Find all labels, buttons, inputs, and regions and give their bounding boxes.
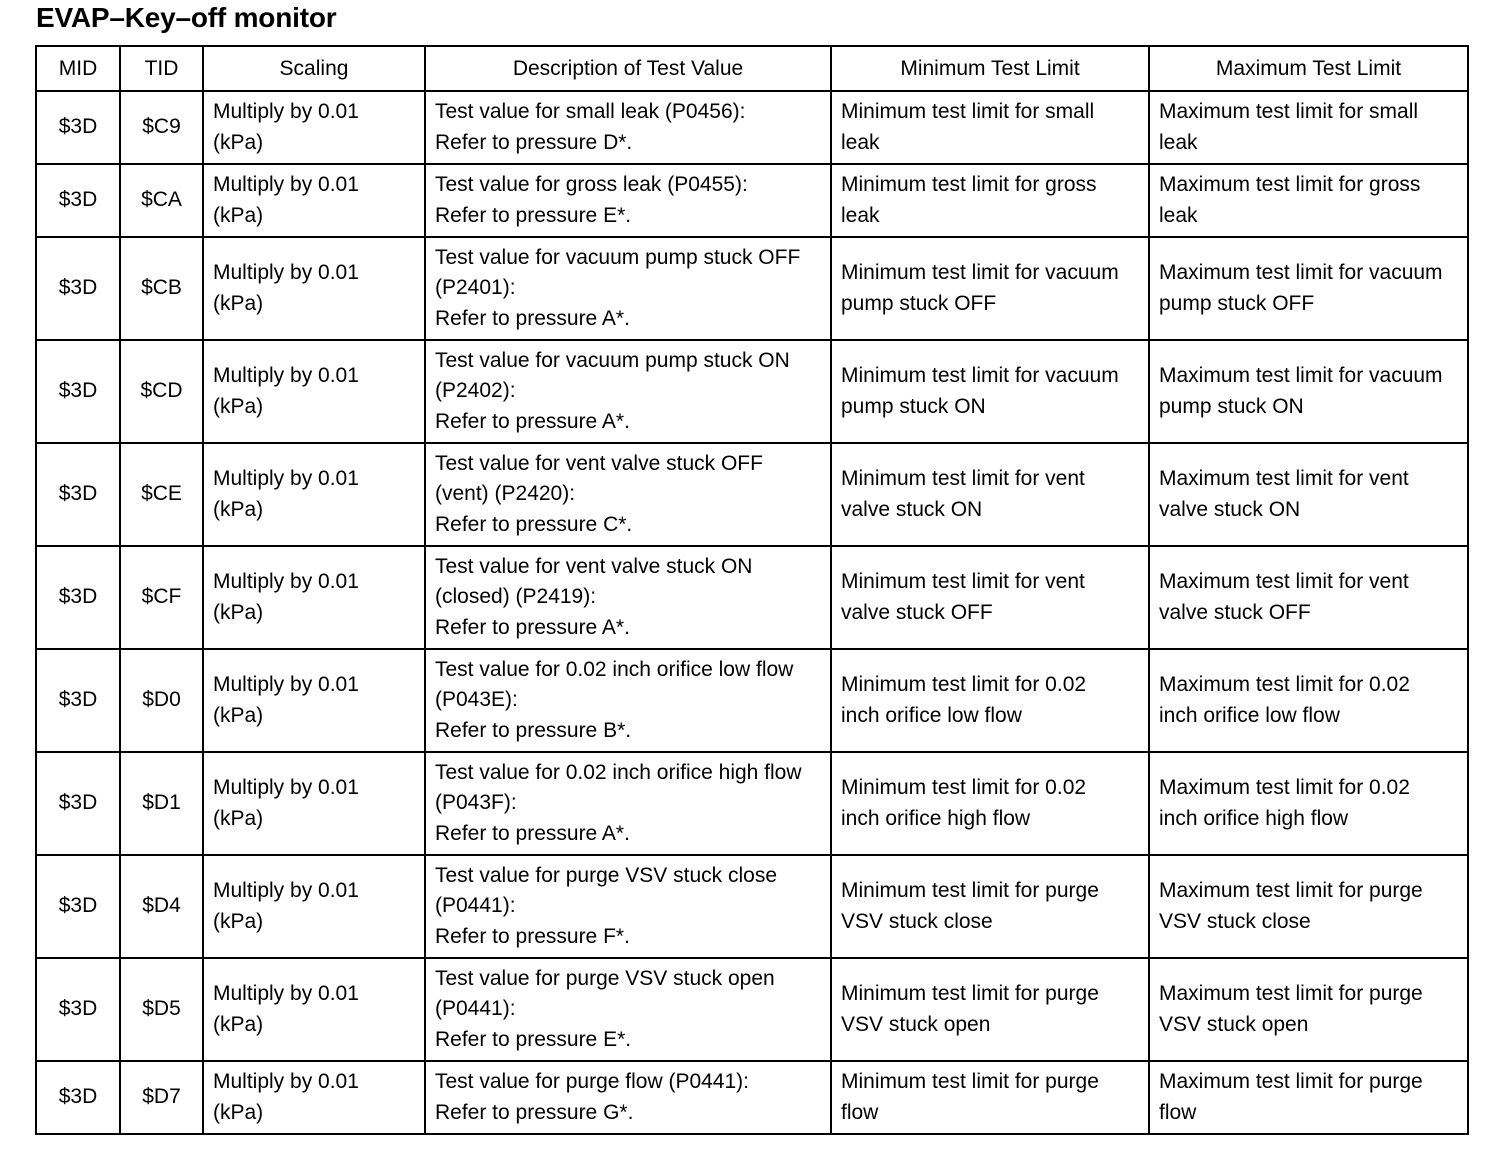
cell-scaling-line: (kPa) bbox=[213, 497, 264, 521]
cell-description bbox=[425, 958, 831, 1061]
header-maximum-limit: Maximum Test Limit bbox=[1149, 46, 1468, 91]
cell-scaling-line: (kPa) bbox=[213, 600, 264, 624]
cell-description bbox=[425, 546, 831, 649]
cell-minimum-limit-line: Minimum test limit for 0.02 bbox=[841, 673, 1087, 696]
cell-minimum-limit bbox=[831, 752, 1149, 855]
cell-maximum-limit-line: Maximum test limit for purge bbox=[1159, 879, 1423, 902]
header-minimum-limit: Minimum Test Limit bbox=[831, 46, 1149, 91]
cell-scaling-line: Multiply by 0.01 bbox=[213, 879, 359, 902]
table-row bbox=[36, 1061, 1468, 1134]
cell-description-line: Test value for vacuum pump stuck OFF bbox=[435, 245, 801, 269]
cell-minimum-limit-line: Minimum test limit for 0.02 bbox=[841, 776, 1087, 799]
cell-scaling-line: (kPa) bbox=[213, 394, 264, 418]
cell-description-line: (P2401): bbox=[435, 276, 516, 300]
cell-minimum-limit bbox=[831, 1061, 1149, 1134]
cell-maximum-limit-line: inch orifice high flow bbox=[1159, 806, 1349, 830]
cell-scaling bbox=[203, 340, 425, 443]
cell-maximum-limit-line: flow bbox=[1159, 1100, 1197, 1124]
cell-minimum-limit bbox=[831, 164, 1149, 237]
cell-scaling bbox=[203, 237, 425, 340]
cell-description-line: (P0441): bbox=[435, 894, 516, 918]
cell-scaling-line: (kPa) bbox=[213, 291, 264, 315]
cell-minimum-limit-line: Minimum test limit for vent bbox=[841, 467, 1085, 490]
cell-tid: $D0 bbox=[120, 649, 203, 752]
cell-tid: $CE bbox=[120, 443, 203, 546]
cell-minimum-limit-line: leak bbox=[841, 130, 880, 154]
cell-minimum-limit-line: pump stuck OFF bbox=[841, 291, 997, 315]
cell-tid: $D5 bbox=[120, 958, 203, 1061]
cell-minimum-limit-line: VSV stuck open bbox=[841, 1012, 991, 1036]
cell-scaling-line: (kPa) bbox=[213, 703, 264, 727]
cell-mid: $3D bbox=[36, 1061, 120, 1134]
cell-scaling-line: (kPa) bbox=[213, 806, 264, 830]
table-row bbox=[36, 649, 1468, 752]
cell-tid: $CB bbox=[120, 237, 203, 340]
cell-minimum-limit bbox=[831, 546, 1149, 649]
cell-mid: $3D bbox=[36, 546, 120, 649]
cell-maximum-limit bbox=[1149, 958, 1468, 1061]
cell-description-line: Test value for vent valve stuck OFF bbox=[435, 451, 763, 475]
cell-minimum-limit bbox=[831, 958, 1149, 1061]
cell-minimum-limit bbox=[831, 340, 1149, 443]
cell-minimum-limit-line: Minimum test limit for small bbox=[841, 100, 1095, 123]
cell-maximum-limit-line: Maximum test limit for 0.02 bbox=[1159, 776, 1410, 799]
cell-scaling-line: Multiply by 0.01 bbox=[213, 467, 359, 490]
cell-maximum-limit-line: Maximum test limit for 0.02 bbox=[1159, 673, 1410, 696]
cell-description-line: Test value for vacuum pump stuck ON bbox=[435, 348, 790, 372]
page-title: EVAP–Key–off monitor bbox=[36, 2, 337, 33]
cell-description-line: Refer to pressure G*. bbox=[435, 1100, 634, 1124]
table-row bbox=[36, 752, 1468, 855]
cell-maximum-limit-line: Maximum test limit for vacuum bbox=[1159, 364, 1443, 387]
cell-maximum-limit bbox=[1149, 340, 1468, 443]
cell-scaling bbox=[203, 752, 425, 855]
cell-maximum-limit bbox=[1149, 752, 1468, 855]
cell-maximum-limit bbox=[1149, 1061, 1468, 1134]
cell-maximum-limit bbox=[1149, 443, 1468, 546]
cell-tid: $D7 bbox=[120, 1061, 203, 1134]
cell-minimum-limit bbox=[831, 855, 1149, 958]
cell-mid: $3D bbox=[36, 164, 120, 237]
cell-description-line: Refer to pressure A*. bbox=[435, 821, 630, 845]
cell-maximum-limit-line: Maximum test limit for vent bbox=[1159, 467, 1409, 490]
cell-minimum-limit-line: valve stuck ON bbox=[841, 497, 983, 521]
cell-maximum-limit-line: VSV stuck open bbox=[1159, 1012, 1309, 1036]
table-row bbox=[36, 546, 1468, 649]
cell-description-line: Test value for small leak (P0456): bbox=[435, 100, 746, 123]
cell-mid: $3D bbox=[36, 443, 120, 546]
cell-tid: $D1 bbox=[120, 752, 203, 855]
evap-monitor-table bbox=[35, 45, 1469, 1135]
cell-description bbox=[425, 855, 831, 958]
cell-description-line: Test value for purge VSV stuck open bbox=[435, 966, 775, 990]
cell-mid: $3D bbox=[36, 649, 120, 752]
cell-maximum-limit-line: pump stuck OFF bbox=[1159, 291, 1315, 315]
cell-description bbox=[425, 443, 831, 546]
cell-description-line: (vent) (P2420): bbox=[435, 482, 576, 506]
cell-minimum-limit-line: pump stuck ON bbox=[841, 394, 986, 418]
cell-scaling-line: (kPa) bbox=[213, 130, 264, 154]
cell-scaling-line: Multiply by 0.01 bbox=[213, 982, 359, 1005]
cell-tid: $CA bbox=[120, 164, 203, 237]
cell-description bbox=[425, 91, 831, 164]
cell-scaling-line: Multiply by 0.01 bbox=[213, 1070, 359, 1093]
table-header-row bbox=[36, 46, 1468, 91]
table-body bbox=[36, 91, 1468, 1134]
cell-description-line: Refer to pressure D*. bbox=[435, 130, 633, 154]
cell-description-line: Test value for 0.02 inch orifice low flow bbox=[435, 657, 794, 681]
cell-maximum-limit-line: Maximum test limit for vacuum bbox=[1159, 261, 1443, 284]
cell-description-line: Refer to pressure C*. bbox=[435, 512, 633, 536]
cell-description-line: Refer to pressure E*. bbox=[435, 203, 632, 227]
table-row bbox=[36, 164, 1468, 237]
cell-description-line: Test value for vent valve stuck ON bbox=[435, 554, 753, 578]
cell-scaling bbox=[203, 1061, 425, 1134]
cell-description-line: Refer to pressure E*. bbox=[435, 1027, 632, 1051]
cell-minimum-limit-line: flow bbox=[841, 1100, 879, 1124]
cell-minimum-limit-line: Minimum test limit for vacuum bbox=[841, 261, 1119, 284]
cell-scaling-line: (kPa) bbox=[213, 1100, 264, 1124]
cell-maximum-limit bbox=[1149, 649, 1468, 752]
cell-scaling-line: Multiply by 0.01 bbox=[213, 570, 359, 593]
cell-maximum-limit-line: VSV stuck close bbox=[1159, 909, 1311, 933]
cell-maximum-limit bbox=[1149, 164, 1468, 237]
cell-description bbox=[425, 237, 831, 340]
cell-tid: $D4 bbox=[120, 855, 203, 958]
cell-description-line: Test value for gross leak (P0455): bbox=[435, 173, 748, 196]
cell-tid: $C9 bbox=[120, 91, 203, 164]
cell-maximum-limit bbox=[1149, 237, 1468, 340]
header-description: Description of Test Value bbox=[425, 46, 831, 91]
cell-minimum-limit-line: VSV stuck close bbox=[841, 909, 993, 933]
cell-description-line: Test value for 0.02 inch orifice high flow bbox=[435, 760, 802, 784]
cell-description-line: Refer to pressure A*. bbox=[435, 615, 630, 639]
cell-tid: $CD bbox=[120, 340, 203, 443]
cell-scaling-line: Multiply by 0.01 bbox=[213, 776, 359, 799]
cell-minimum-limit bbox=[831, 237, 1149, 340]
cell-maximum-limit-line: Maximum test limit for gross bbox=[1159, 173, 1421, 196]
cell-description-line: Refer to pressure A*. bbox=[435, 409, 630, 433]
header-tid: TID bbox=[120, 46, 203, 91]
cell-scaling bbox=[203, 855, 425, 958]
cell-scaling-line: Multiply by 0.01 bbox=[213, 364, 359, 387]
cell-description-line: (P043E): bbox=[435, 688, 518, 712]
cell-description bbox=[425, 1061, 831, 1134]
cell-maximum-limit bbox=[1149, 855, 1468, 958]
cell-maximum-limit-line: valve stuck OFF bbox=[1159, 600, 1311, 624]
cell-mid: $3D bbox=[36, 855, 120, 958]
table-row bbox=[36, 237, 1468, 340]
cell-scaling bbox=[203, 649, 425, 752]
cell-maximum-limit-line: leak bbox=[1159, 203, 1198, 227]
cell-description-line: (P0441): bbox=[435, 997, 516, 1021]
cell-maximum-limit-line: Maximum test limit for purge bbox=[1159, 1070, 1423, 1093]
cell-description-line: Refer to pressure F*. bbox=[435, 924, 630, 948]
table-row bbox=[36, 91, 1468, 164]
cell-maximum-limit bbox=[1149, 91, 1468, 164]
table-row bbox=[36, 855, 1468, 958]
cell-minimum-limit-line: inch orifice high flow bbox=[841, 806, 1031, 830]
cell-description bbox=[425, 340, 831, 443]
cell-description-line: (closed) (P2419): bbox=[435, 585, 597, 609]
header-mid: MID bbox=[36, 46, 120, 91]
table-row bbox=[36, 340, 1468, 443]
cell-maximum-limit-line: leak bbox=[1159, 130, 1198, 154]
cell-maximum-limit-line: Maximum test limit for purge bbox=[1159, 982, 1423, 1005]
table-row bbox=[36, 958, 1468, 1061]
cell-description-line: (P2402): bbox=[435, 379, 516, 403]
cell-maximum-limit-line: Maximum test limit for small bbox=[1159, 100, 1419, 123]
cell-maximum-limit-line: Maximum test limit for vent bbox=[1159, 570, 1409, 593]
cell-scaling-line: Multiply by 0.01 bbox=[213, 173, 359, 196]
cell-description bbox=[425, 164, 831, 237]
cell-maximum-limit-line: pump stuck ON bbox=[1159, 394, 1304, 418]
cell-minimum-limit-line: Minimum test limit for purge bbox=[841, 982, 1099, 1005]
cell-description-line: Refer to pressure B*. bbox=[435, 718, 632, 742]
cell-scaling bbox=[203, 91, 425, 164]
cell-scaling bbox=[203, 164, 425, 237]
cell-scaling-line: Multiply by 0.01 bbox=[213, 100, 359, 123]
cell-description-line: Test value for purge VSV stuck close bbox=[435, 863, 777, 887]
cell-minimum-limit-line: Minimum test limit for vacuum bbox=[841, 364, 1119, 387]
cell-scaling bbox=[203, 443, 425, 546]
cell-minimum-limit-line: Minimum test limit for purge bbox=[841, 1070, 1099, 1093]
cell-mid: $3D bbox=[36, 237, 120, 340]
cell-minimum-limit-line: Minimum test limit for gross bbox=[841, 173, 1097, 196]
cell-minimum-limit-line: valve stuck OFF bbox=[841, 600, 993, 624]
cell-scaling-line: (kPa) bbox=[213, 1012, 264, 1036]
cell-scaling-line: Multiply by 0.01 bbox=[213, 673, 359, 696]
cell-mid: $3D bbox=[36, 752, 120, 855]
cell-mid: $3D bbox=[36, 91, 120, 164]
cell-description-line: Test value for purge flow (P0441): bbox=[435, 1070, 749, 1093]
cell-mid: $3D bbox=[36, 340, 120, 443]
cell-mid: $3D bbox=[36, 958, 120, 1061]
header-scaling: Scaling bbox=[203, 46, 425, 91]
cell-scaling-line: (kPa) bbox=[213, 909, 264, 933]
cell-scaling bbox=[203, 546, 425, 649]
cell-minimum-limit-line: Minimum test limit for vent bbox=[841, 570, 1085, 593]
cell-maximum-limit-line: valve stuck ON bbox=[1159, 497, 1301, 521]
cell-tid: $CF bbox=[120, 546, 203, 649]
table-row bbox=[36, 443, 1468, 546]
cell-scaling bbox=[203, 958, 425, 1061]
cell-minimum-limit-line: inch orifice low flow bbox=[841, 703, 1022, 727]
cell-description-line: (P043F): bbox=[435, 791, 517, 815]
cell-description bbox=[425, 752, 831, 855]
cell-scaling-line: Multiply by 0.01 bbox=[213, 261, 359, 284]
cell-description bbox=[425, 649, 831, 752]
cell-scaling-line: (kPa) bbox=[213, 203, 264, 227]
cell-minimum-limit bbox=[831, 649, 1149, 752]
cell-minimum-limit-line: Minimum test limit for purge bbox=[841, 879, 1099, 902]
cell-minimum-limit bbox=[831, 443, 1149, 546]
cell-minimum-limit-line: leak bbox=[841, 203, 880, 227]
cell-description-line: Refer to pressure A*. bbox=[435, 306, 630, 330]
cell-maximum-limit-line: inch orifice low flow bbox=[1159, 703, 1340, 727]
cell-maximum-limit bbox=[1149, 546, 1468, 649]
cell-minimum-limit bbox=[831, 91, 1149, 164]
